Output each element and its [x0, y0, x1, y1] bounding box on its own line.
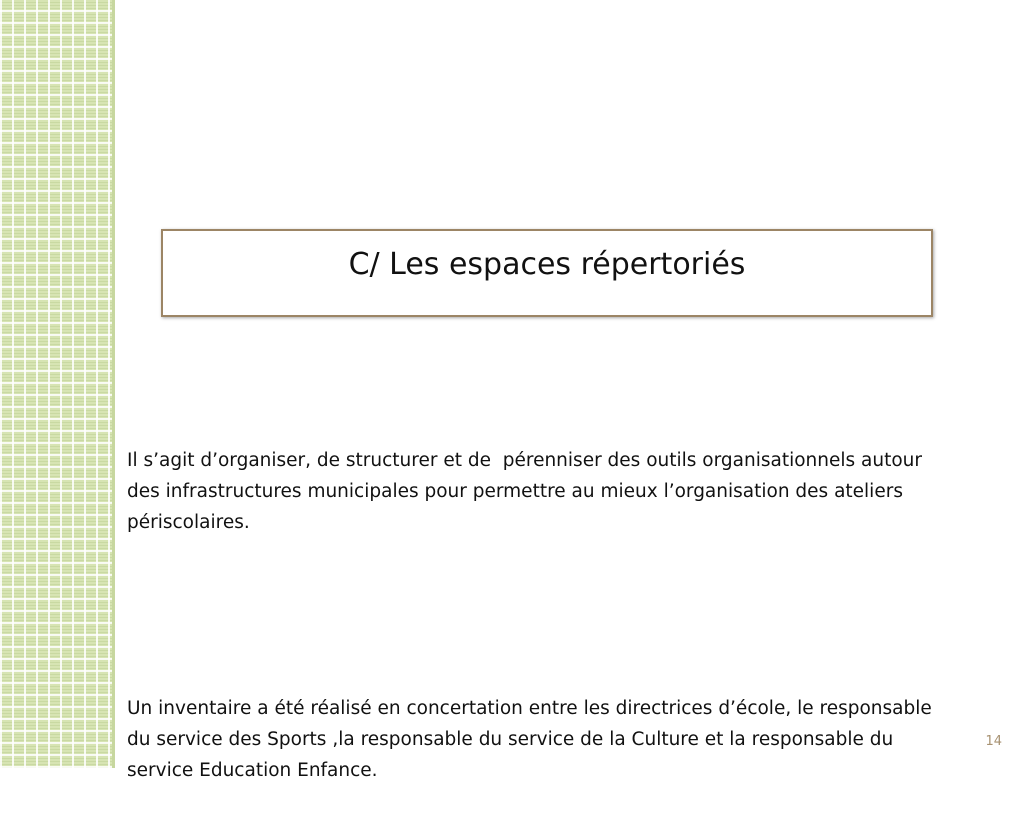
title-box	[161, 229, 933, 317]
slide-title: C/ Les espaces répertoriés	[348, 247, 746, 282]
paragraph-2: Un inventaire a été réalisé en concertation entre les directrices d’école, le responsable du service des Sports ,la responsable du service de la Culture et la responsable du service Education Enfance.	[127, 698, 938, 781]
paragraph-1: Il s’agit d’organiser, de structurer et de pérenniser des outils organisationnels autour des infrastructures municipales pour permettre au mieux l’organisation des ateliers périscolaires.	[127, 450, 928, 533]
paragraph-spacer	[127, 600, 957, 631]
page-number: 14	[985, 734, 1002, 749]
sidebar-edge	[112, 0, 115, 768]
slide-body	[127, 383, 957, 817]
decorative-sidebar	[0, 0, 112, 768]
